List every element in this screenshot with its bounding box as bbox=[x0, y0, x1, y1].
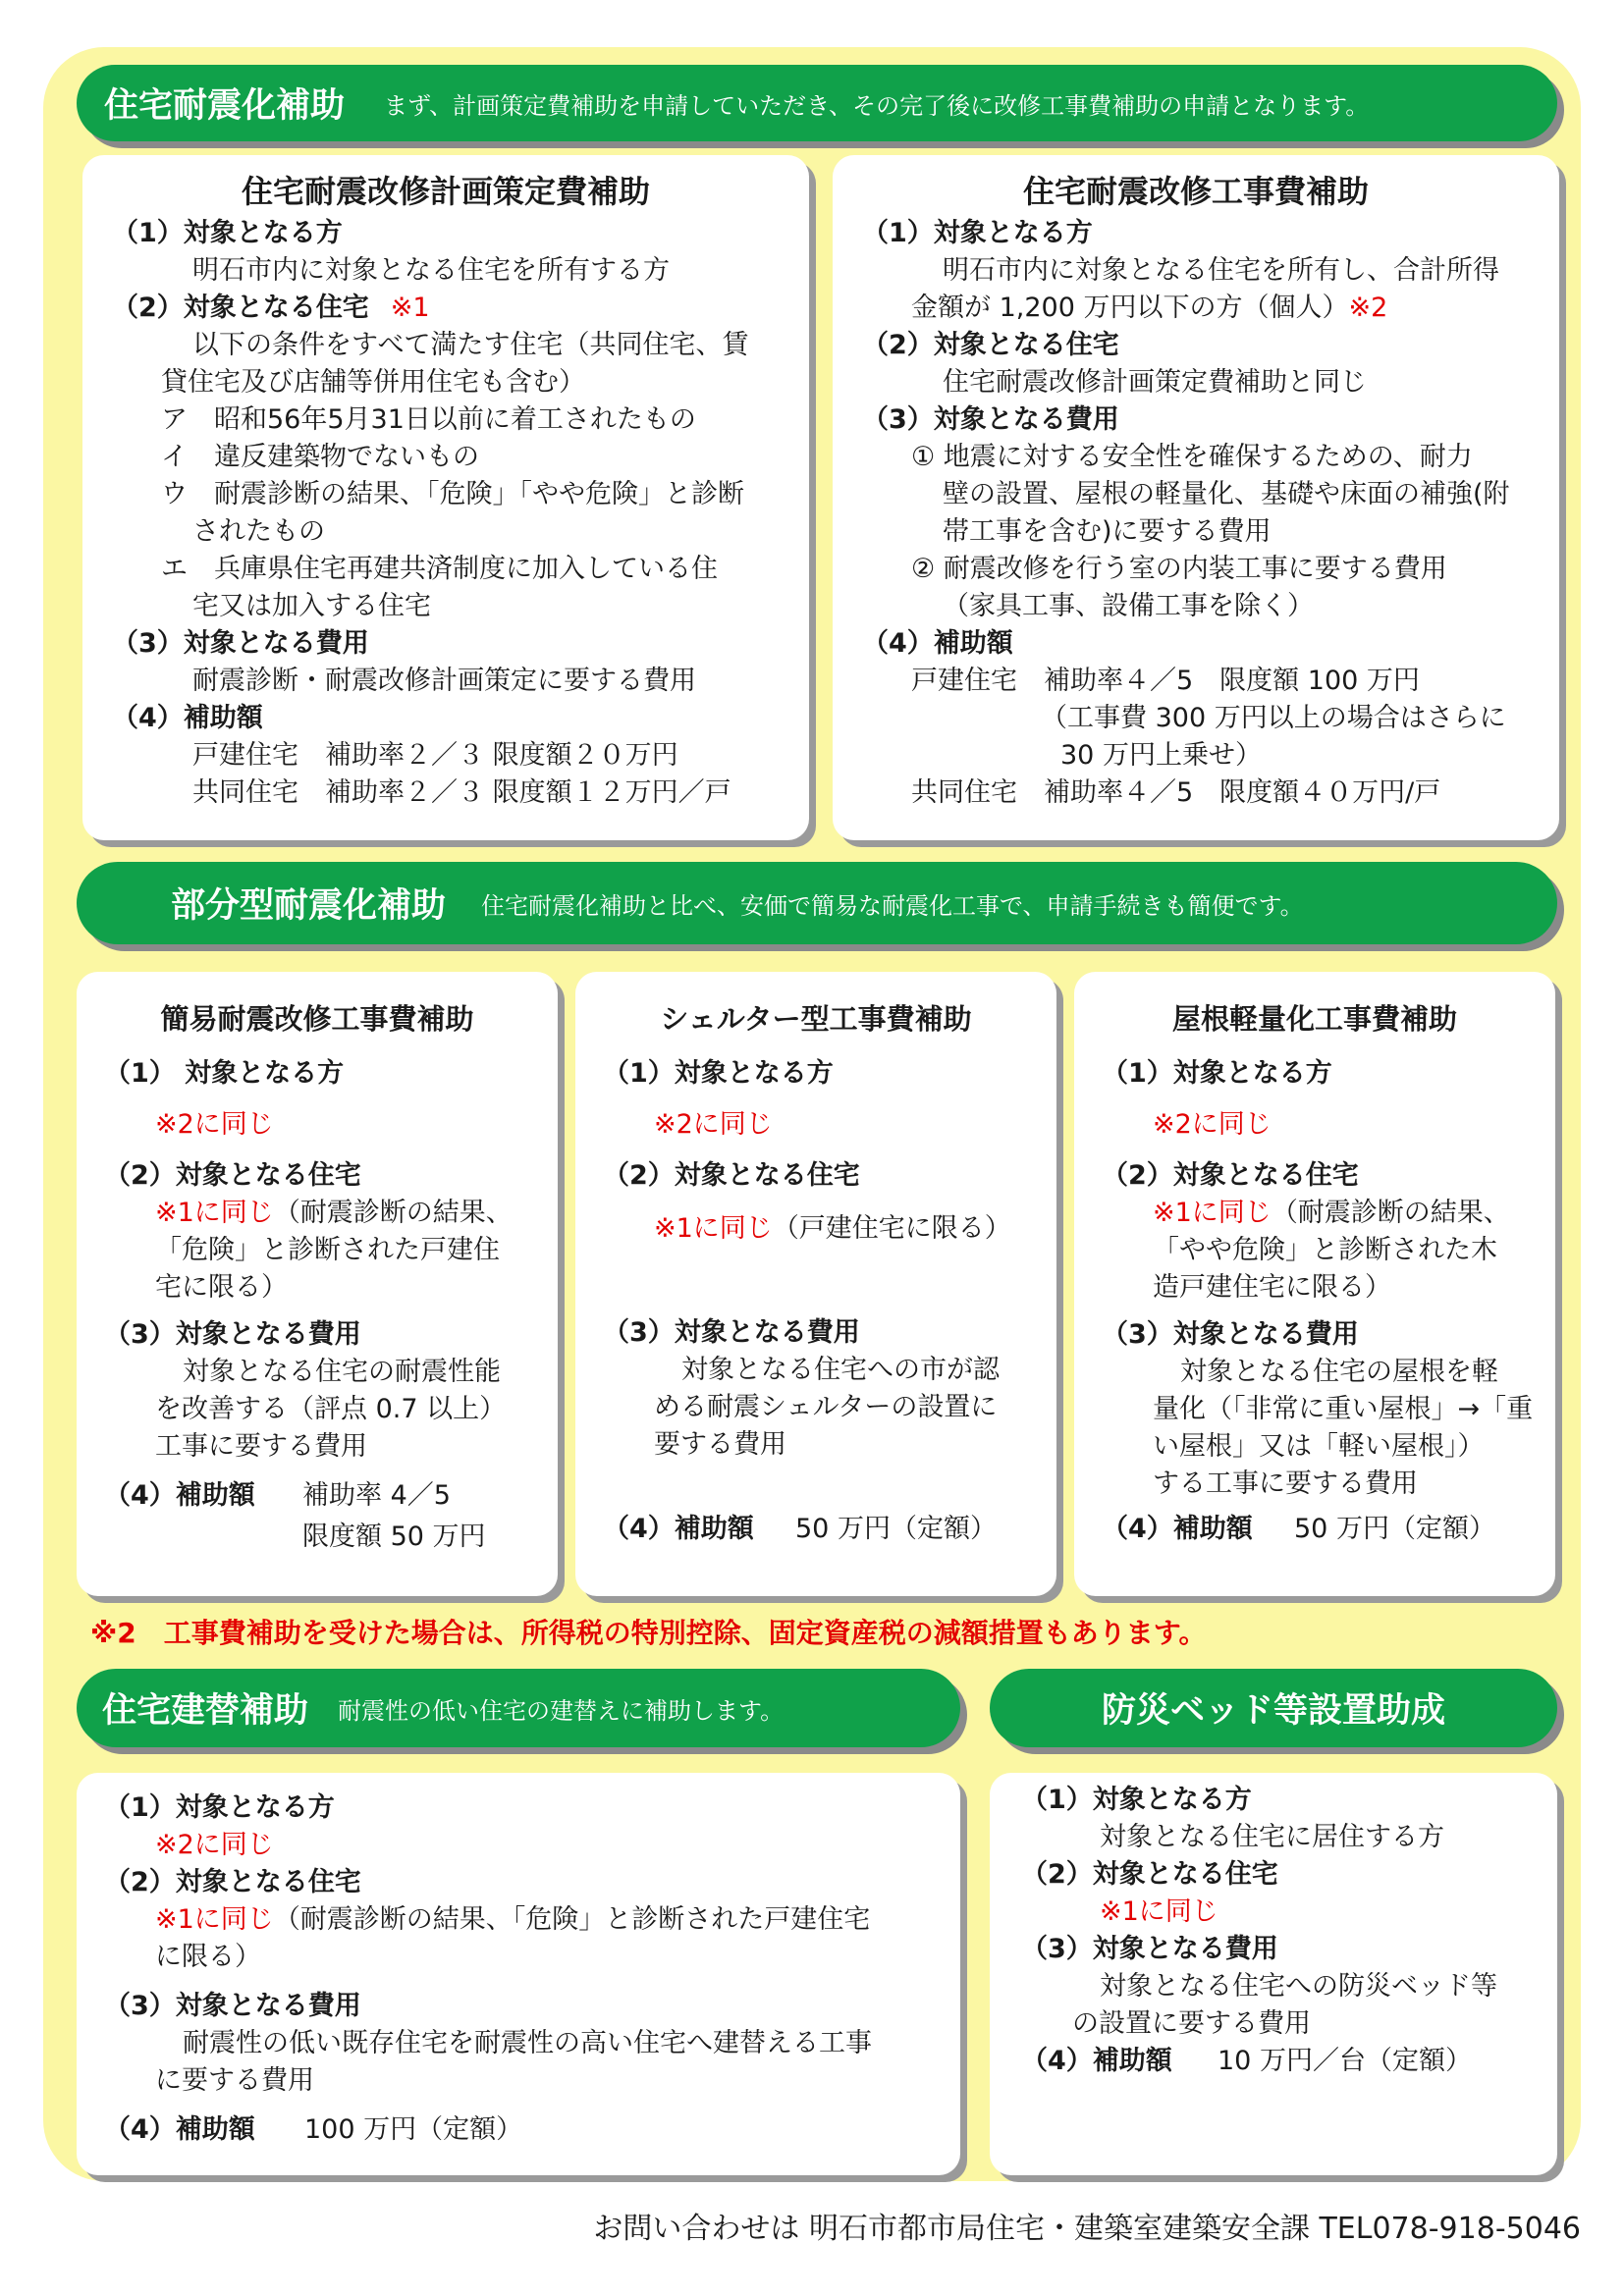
heading-amount: （4）補助額 bbox=[112, 703, 263, 733]
card-disaster-bed-subsidy bbox=[990, 1773, 1557, 2175]
amount-fixed: 10 万円／台（定額） bbox=[1218, 2046, 1472, 2076]
text: 要する費用 bbox=[654, 1429, 786, 1460]
heading-target-cost: （3）対象となる費用 bbox=[862, 404, 1119, 435]
text: 量化（「非常に重い屋根」→「重 bbox=[1153, 1394, 1534, 1424]
card-title: 簡易耐震改修工事費補助 bbox=[160, 1002, 474, 1036]
text: 耐震診断・耐震改修計画策定に要する費用 bbox=[192, 666, 696, 696]
text: の設置に要する費用 bbox=[1072, 2008, 1311, 2039]
text: を改善する（評点 0.7 以上） bbox=[155, 1394, 507, 1424]
heading-target-person: （1） 対象となる方 bbox=[104, 1058, 345, 1089]
heading-target-house: （2）対象となる住宅 bbox=[1102, 1160, 1359, 1191]
text: 明石市内に対象となる住宅を所有し、合計所得 bbox=[943, 255, 1499, 286]
condition-u: ウ 耐震診断の結果、「危険」「やや危険」と診断 bbox=[161, 479, 744, 509]
heading-amount: （4）補助額 bbox=[862, 628, 1013, 659]
text: （耐震診断の結果、 bbox=[273, 1198, 513, 1228]
condition-i: イ 違反建築物でないもの bbox=[161, 442, 479, 472]
amount-fixed: 50 万円（定額） bbox=[795, 1514, 997, 1544]
heading-target-person: （1）対象となる方 bbox=[1021, 1785, 1252, 1815]
text: 「危険」と診断された戸建住 bbox=[155, 1235, 500, 1265]
heading-target-cost: （3）対象となる費用 bbox=[1021, 1934, 1278, 1964]
heading-target-house: （2）対象となる住宅 bbox=[1021, 1859, 1278, 1890]
card-work-subsidy bbox=[833, 155, 1559, 840]
heading-target-person: （1）対象となる方 bbox=[862, 218, 1093, 248]
reference-note: ※2に同じ bbox=[1153, 1109, 1272, 1140]
cost-item-1-cont: 帯工事を含む)に要する費用 bbox=[943, 516, 1272, 547]
text: 宅に限る） bbox=[155, 1272, 288, 1303]
condition-e: エ 兵庫県住宅再建共済制度に加入している住 bbox=[161, 554, 718, 584]
reference-note: ※1に同じ bbox=[1153, 1198, 1272, 1228]
text: 住宅耐震改修計画策定費補助と同じ bbox=[943, 367, 1367, 398]
text-line bbox=[654, 1211, 1011, 1247]
text: 対象となる住宅の屋根を軽 bbox=[1180, 1357, 1498, 1387]
card-plan-subsidy bbox=[82, 155, 809, 840]
condition-e-cont: 宅又は加入する住宅 bbox=[192, 591, 431, 621]
section-title: 部分型耐震化補助 bbox=[171, 886, 447, 926]
text: 工事に要する費用 bbox=[155, 1431, 367, 1462]
heading-target-cost: （3）対象となる費用 bbox=[1102, 1319, 1359, 1350]
section-banner-housing-seismic bbox=[77, 65, 1557, 141]
amount-fixed: 50 万円（定額） bbox=[1294, 1514, 1495, 1544]
text-line bbox=[155, 1196, 513, 1231]
heading-amount: （4）補助額 bbox=[1102, 1514, 1253, 1544]
heading-amount: （4）補助額 bbox=[1021, 2046, 1172, 2076]
text: 対象となる住宅への市が認 bbox=[681, 1355, 1000, 1385]
text-line bbox=[155, 1902, 870, 1938]
text: 貸住宅及び店舗等併用住宅も含む） bbox=[161, 367, 585, 398]
heading-target-cost: （3）対象となる費用 bbox=[112, 628, 369, 659]
text: する工事に要する費用 bbox=[1153, 1468, 1418, 1499]
amount-collective: 共同住宅 補助率４／5 限度額４０万円/戸 bbox=[911, 777, 1441, 808]
section-title: 防災ベッド等設置助成 bbox=[1101, 1691, 1445, 1731]
cost-item-2-cont: （家具工事、設備工事を除く） bbox=[943, 591, 1314, 621]
heading-target-cost: （3）対象となる費用 bbox=[104, 1991, 361, 2021]
heading-target-person: （1）対象となる方 bbox=[112, 218, 343, 248]
text: に要する費用 bbox=[155, 2065, 314, 2096]
note-ref: ※2 bbox=[1348, 293, 1388, 323]
tax-note: ※2 工事費補助を受けた場合は、所得税の特別控除、固定資産税の減額措置もあります。 bbox=[90, 1617, 1207, 1649]
heading-target-cost: （3）対象となる費用 bbox=[104, 1319, 361, 1350]
section-banner-rebuild bbox=[77, 1669, 960, 1747]
section-subtitle: 住宅耐震化補助と比べ、安価で簡易な耐震化工事で、申請手続きも簡便です。 bbox=[481, 891, 1304, 920]
reference-note: ※1に同じ bbox=[1100, 1896, 1218, 1927]
card-shelter-subsidy bbox=[575, 972, 1056, 1596]
heading-target-house: （2）対象となる住宅 bbox=[104, 1160, 361, 1191]
heading-target-person: （1）対象となる方 bbox=[603, 1058, 834, 1089]
text-line bbox=[911, 291, 1387, 326]
reference-note: ※2に同じ bbox=[654, 1109, 773, 1140]
text: 金額が 1,200 万円以下の方（個人） bbox=[911, 293, 1349, 323]
reference-note: ※1に同じ bbox=[155, 1904, 274, 1935]
text: 対象となる住宅の耐震性能 bbox=[183, 1357, 501, 1387]
text: 耐震性の低い既存住宅を耐震性の高い住宅へ建替える工事 bbox=[183, 2028, 872, 2058]
cost-item-2: ② 耐震改修を行う室の内装工事に要する費用 bbox=[911, 554, 1447, 584]
section-subtitle: まず、計画策定費補助を申請していただき、その完了後に改修工事費補助の申請となります。 bbox=[384, 91, 1370, 120]
heading-target-cost: （3）対象となる費用 bbox=[603, 1317, 860, 1348]
text: い屋根」又は「軽い屋根」） bbox=[1153, 1431, 1485, 1462]
reference-note: ※2に同じ bbox=[155, 1830, 274, 1860]
reference-note: ※2に同じ bbox=[155, 1109, 274, 1140]
section-title: 住宅耐震化補助 bbox=[104, 86, 346, 126]
text: （耐震診断の結果、「危険」と診断された戸建住宅 bbox=[273, 1904, 871, 1935]
heading-target-person: （1）対象となる方 bbox=[104, 1792, 335, 1823]
reference-note: ※1に同じ bbox=[155, 1198, 274, 1228]
amount-fixed: 100 万円（定額） bbox=[304, 2114, 523, 2145]
heading-target-house: （2）対象となる住宅 bbox=[104, 1867, 361, 1897]
text: （耐震診断の結果、 bbox=[1271, 1198, 1510, 1228]
heading-amount: （4）補助額 bbox=[603, 1514, 754, 1544]
text: 「やや危険」と診断された木 bbox=[1153, 1235, 1497, 1265]
heading-target-house: （2）対象となる住宅 bbox=[603, 1160, 860, 1191]
cost-item-1-cont: 壁の設置、屋根の軽量化、基礎や床面の補強(附 bbox=[943, 479, 1510, 509]
heading-target-person: （1）対象となる方 bbox=[1102, 1058, 1332, 1089]
section-title: 住宅建替補助 bbox=[102, 1691, 309, 1731]
text: （戸建住宅に限る） bbox=[772, 1213, 1011, 1244]
card-roof-subsidy bbox=[1074, 972, 1555, 1596]
condition-a: ア 昭和56年5月31日以前に着工されたもの bbox=[161, 404, 696, 435]
card-title: 住宅耐震改修計画策定費補助 bbox=[241, 173, 650, 210]
amount-limit: 限度額 50 万円 bbox=[302, 1522, 486, 1552]
text: に限る） bbox=[155, 1942, 261, 1972]
card-simple-subsidy bbox=[77, 972, 558, 1596]
text: 明石市内に対象となる住宅を所有する方 bbox=[192, 255, 670, 286]
text-line bbox=[1153, 1196, 1510, 1231]
section-banner-partial-seismic bbox=[77, 862, 1557, 944]
card-title: 住宅耐震改修工事費補助 bbox=[1022, 173, 1369, 210]
amount-detached: 戸建住宅 補助率４／5 限度額 100 万円 bbox=[911, 666, 1420, 696]
card-title: 屋根軽量化工事費補助 bbox=[1171, 1002, 1457, 1036]
heading-target-house-line bbox=[112, 291, 430, 326]
text: 対象となる住宅への防災ベッド等 bbox=[1100, 1971, 1497, 2002]
card-title: シェルター型工事費補助 bbox=[660, 1002, 972, 1036]
heading-amount: （4）補助額 bbox=[104, 1480, 255, 1511]
amount-rate: 補助率 4／5 bbox=[302, 1480, 451, 1511]
amount-note-cont: 30 万円上乗せ） bbox=[1060, 740, 1262, 771]
section-banner-disaster-bed bbox=[990, 1669, 1557, 1747]
reference-note: ※1に同じ bbox=[654, 1213, 773, 1244]
section-subtitle: 耐震性の低い住宅の建替えに補助します。 bbox=[338, 1696, 785, 1725]
condition-u-cont: されたもの bbox=[192, 516, 325, 547]
amount-collective: 共同住宅 補助率２／３ 限度額１２万円／戸 bbox=[192, 777, 731, 808]
heading-amount: （4）補助額 bbox=[104, 2114, 255, 2145]
card-rebuild-subsidy bbox=[77, 1773, 960, 2175]
text: める耐震シェルターの設置に bbox=[654, 1392, 998, 1422]
text: 造戸建住宅に限る） bbox=[1153, 1272, 1391, 1303]
text: 以下の条件をすべて満たす住宅（共同住宅、賃 bbox=[192, 330, 749, 360]
amount-detached: 戸建住宅 補助率２／３ 限度額２０万円 bbox=[192, 740, 678, 771]
heading-target-house: （2）対象となる住宅 bbox=[862, 330, 1119, 360]
cost-item-1: ① 地震に対する安全性を確保するための、耐力 bbox=[911, 442, 1473, 472]
note-ref: ※1 bbox=[390, 293, 430, 323]
heading-target-house: （2）対象となる住宅 bbox=[112, 293, 369, 323]
text: 対象となる住宅に居住する方 bbox=[1100, 1822, 1444, 1852]
contact-footer: お問い合わせは 明石市都市局住宅・建築室建築安全課 TEL078-918-5046 bbox=[593, 2212, 1581, 2246]
amount-note: （工事費 300 万円以上の場合はさらに bbox=[1041, 703, 1506, 733]
